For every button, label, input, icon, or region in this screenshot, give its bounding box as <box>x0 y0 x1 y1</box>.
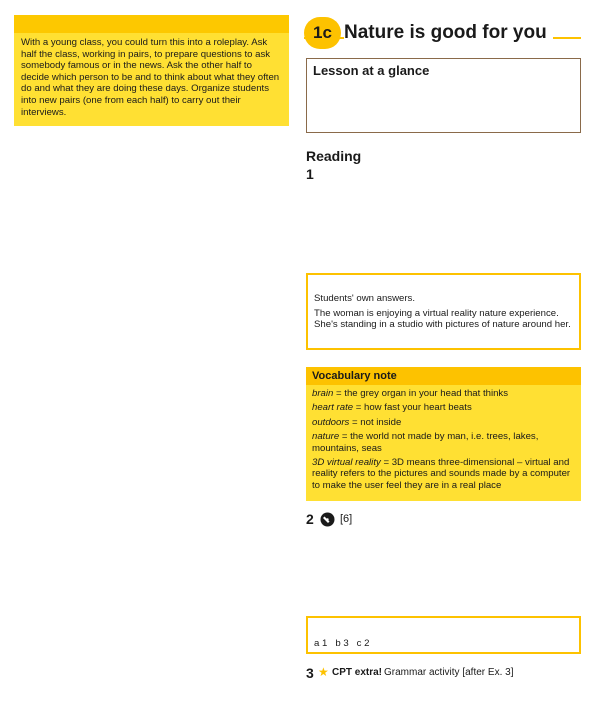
vocab-term: heart rate <box>312 402 354 414</box>
vocab-term: 3D virtual reality <box>312 457 381 469</box>
vocab-item <box>312 402 575 413</box>
teacher-tip-text: With a young class, you could turn this into a roleplay. Ask half the class, working in pairs, to prepare questions to ask somebody famous or in the news. Ask the other half to decide which person to be and to think about what they often do and what they are doing these days. Organize students into new pairs (one from each half) to carry out their interviews. <box>21 37 280 118</box>
star-icon: ★ <box>318 665 329 679</box>
exercise-1-answers-box <box>306 273 581 350</box>
exercise-2-answers-box <box>306 616 581 654</box>
vocabulary-note-box <box>306 367 581 501</box>
exercise-1-number: 1 <box>306 166 314 182</box>
vocab-definition: = 3D means three-dimensional – virtual and reality refers to the pictures and sounds made by a computer to make the user feel they are in a real place <box>312 457 571 491</box>
vocab-item <box>312 388 575 399</box>
lesson-badge: 1c <box>304 17 341 49</box>
lesson-at-a-glance-box <box>306 58 581 133</box>
vocab-definition: = the world not made by man, i.e. trees, lakes, mountains, seas <box>312 431 539 454</box>
cpt-extra-label: CPT extra! <box>332 667 383 678</box>
vocab-item <box>312 417 575 428</box>
vocab-item <box>312 431 575 454</box>
vocab-item <box>312 457 575 491</box>
vocab-definition: = how fast your heart beats <box>353 402 472 414</box>
glance-title: Lesson at a glance <box>313 63 430 78</box>
exercise-2-number: 2 <box>306 511 314 527</box>
vocabulary-note-heading: Vocabulary note <box>306 367 581 385</box>
cpt-extra-text: Grammar activity [after Ex. 3] <box>384 667 514 678</box>
reading-heading: Reading <box>306 148 362 164</box>
vocab-term: outdoors <box>312 416 350 428</box>
vocab-definition: = not inside <box>349 416 402 428</box>
answer-line-2: The woman is enjoying a virtual reality nature experience. She's standing in a studio with pictures of nature around her. <box>314 307 571 331</box>
answer-line-1: Students' own answers. <box>314 293 416 304</box>
exercise-2-answers: a 1 b 3 c 2 <box>314 638 370 649</box>
lesson-title <box>344 18 553 48</box>
vocab-term: brain <box>312 388 334 399</box>
cd-icon <box>320 512 335 527</box>
teacher-tip-box <box>14 15 289 126</box>
vocab-term: nature <box>312 431 340 443</box>
vocab-definition: = the grey organ in your head that thinks <box>333 388 509 399</box>
vocabulary-list <box>306 385 581 491</box>
lesson-title-text: Nature is good for you <box>344 22 547 43</box>
audio-track-label: [6] <box>340 513 353 525</box>
exercise-3-number: 3 <box>306 665 314 681</box>
